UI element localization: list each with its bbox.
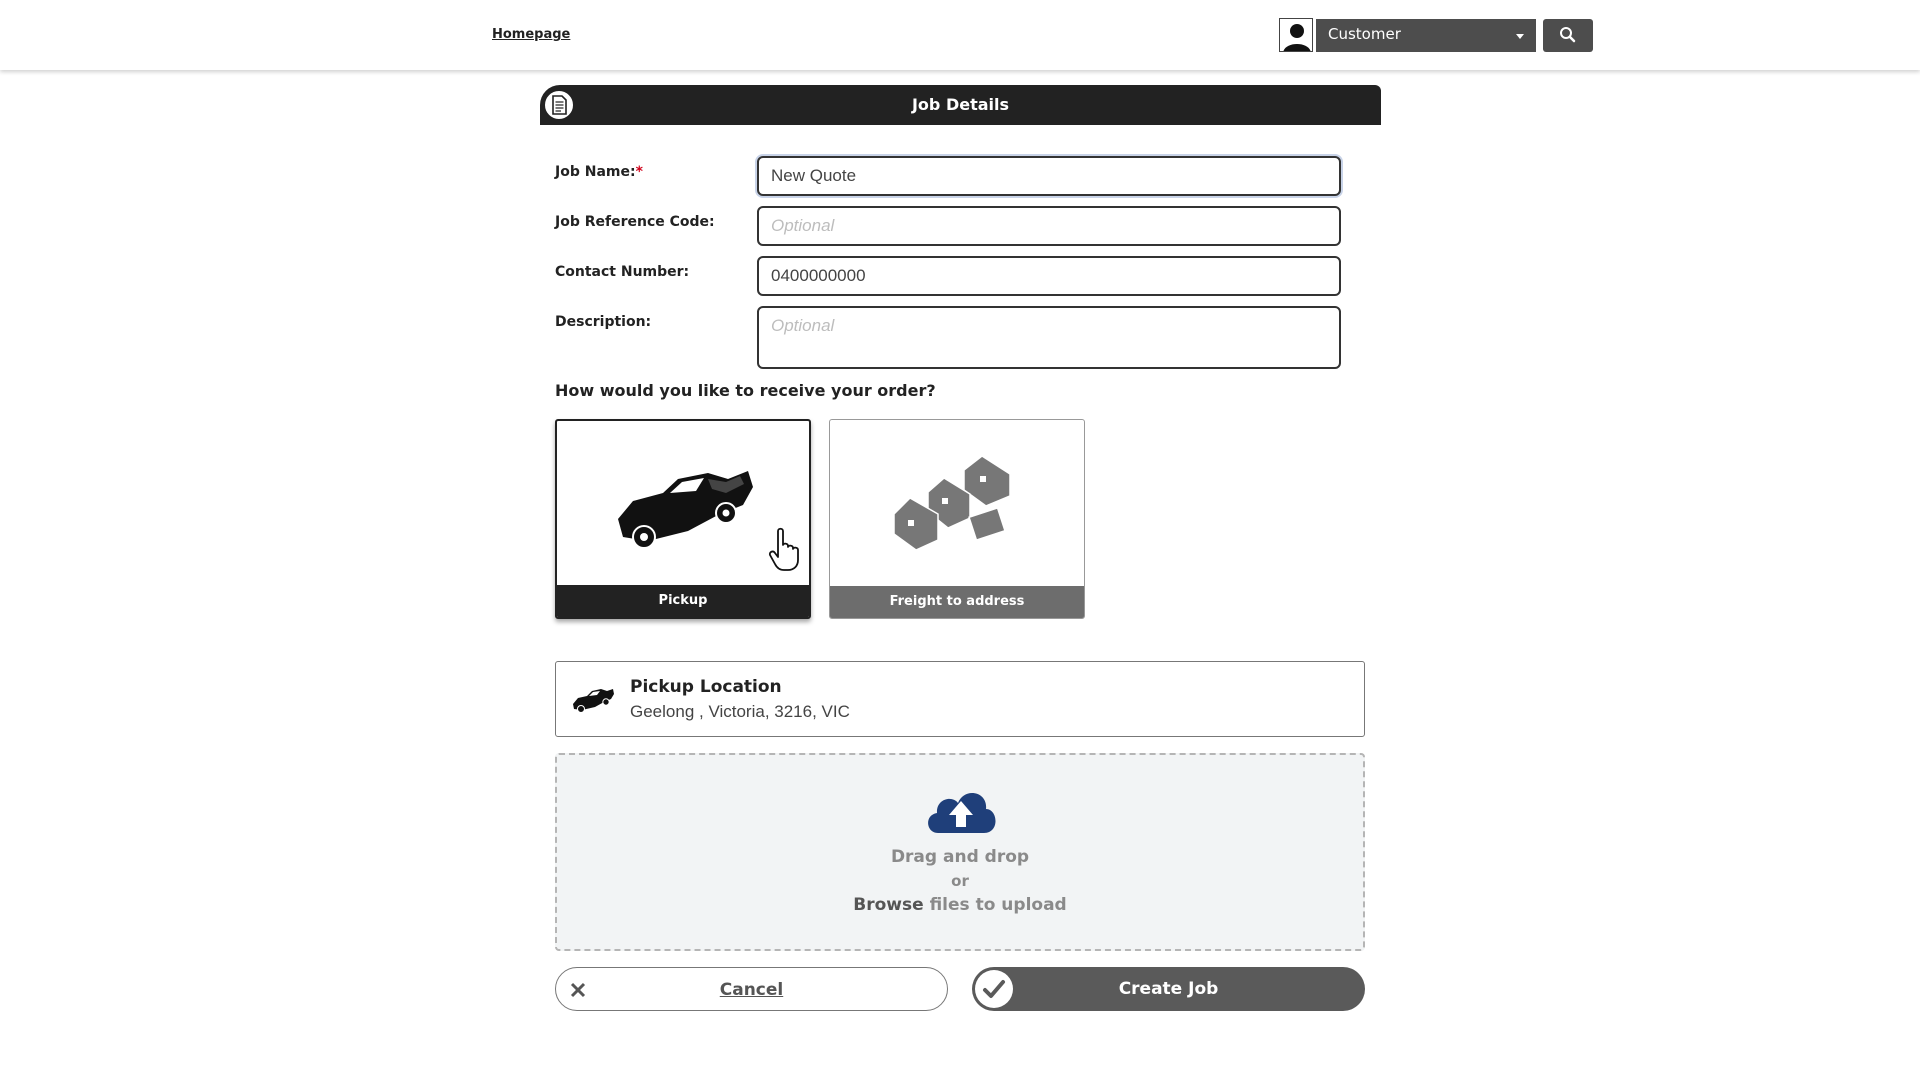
search-button[interactable]	[1543, 19, 1593, 52]
pickup-location-title: Pickup Location	[630, 677, 782, 697]
pickup-location-card	[555, 661, 1365, 737]
browse-link[interactable]: Browse	[853, 895, 924, 915]
required-mark: *	[635, 164, 643, 180]
pickup-truck-icon	[608, 449, 758, 559]
search-icon	[1543, 19, 1593, 52]
top-bar	[0, 0, 1920, 70]
job-reference-input[interactable]: Optional	[757, 206, 1341, 246]
hand-pointer-icon	[768, 527, 802, 571]
job-reference-label: Job Reference Code:	[555, 214, 715, 230]
job-name-input[interactable]: New Quote	[757, 156, 1341, 196]
account-select-value: Customer	[1328, 25, 1401, 43]
create-job-button-label: Create Job	[1118, 979, 1219, 999]
cancel-button-label: Cancel	[719, 980, 784, 1000]
description-label: Description:	[555, 314, 652, 330]
dropzone-browse-text: Browse files to upload	[853, 895, 1067, 915]
pickup-option[interactable]	[555, 419, 811, 619]
contact-number-input[interactable]: 0400000000	[757, 256, 1341, 296]
description-textarea[interactable]: Optional	[757, 306, 1341, 369]
job-details-header	[540, 85, 1381, 125]
user-icon	[1280, 19, 1313, 52]
chevron-down-icon	[1516, 34, 1524, 39]
create-job-button[interactable]	[972, 967, 1365, 1011]
pickup-truck-icon	[570, 682, 616, 718]
dropzone-or-text: or	[951, 872, 969, 890]
cancel-button[interactable]	[555, 967, 948, 1011]
page-title: Job Details	[911, 95, 1010, 114]
homepage-link[interactable]: Homepage	[492, 27, 571, 42]
pickup-location-address: Geelong , Victoria, 3216, VIC	[630, 702, 850, 721]
cloud-upload-icon	[924, 785, 998, 835]
job-name-label: Job Name:*	[555, 164, 643, 180]
delivery-question: How would you like to receive your order?	[555, 381, 936, 400]
account-select[interactable]	[1316, 19, 1536, 52]
freight-option[interactable]	[829, 419, 1085, 619]
pickup-option-label: Pickup	[557, 585, 809, 617]
houses-icon	[882, 448, 1032, 558]
freight-option-label: Freight to address	[830, 586, 1084, 618]
contact-number-label: Contact Number:	[555, 264, 690, 280]
file-dropzone[interactable]	[555, 753, 1365, 951]
avatar	[1279, 18, 1313, 52]
dropzone-drag-text: Drag and drop	[890, 847, 1030, 867]
